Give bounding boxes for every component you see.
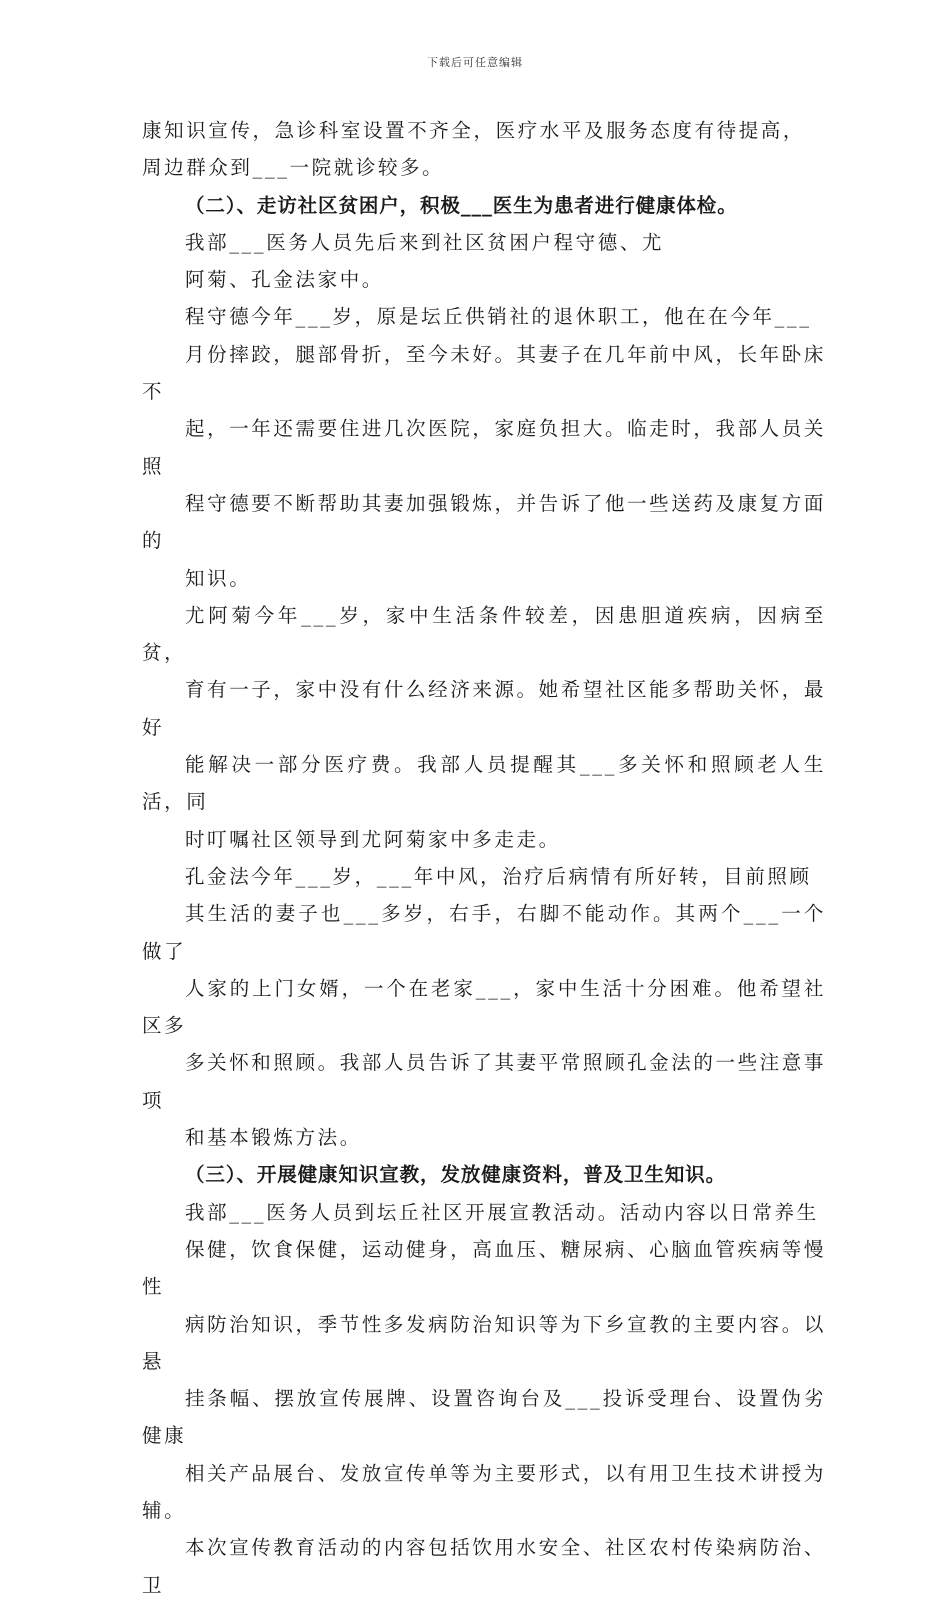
text-line: 相关产品展台、发放宣传单等为主要形式，以有用卫生技术讲授为辅。	[142, 1461, 826, 1522]
body-paragraph	[142, 1194, 826, 1604]
text-line: 阿菊、孔金法家中。	[185, 268, 384, 292]
text-line: 程守德今年___岁，原是坛丘供销社的退休职工，他在在今年___	[185, 305, 812, 329]
body-paragraph	[142, 298, 826, 596]
text-line: 我部___医务人员先后来到社区贫困户程守德、尤	[185, 230, 665, 254]
section-heading	[142, 187, 826, 224]
text-line: 人家的上门女婿，一个在老家___，家中生活十分困难。他希望社区多	[142, 976, 826, 1038]
text-line: （二）、走访社区贫困户，积极___医生为患者进行健康体检。	[185, 193, 738, 217]
text-line: 月份摔跤，腿部骨折，至今未好。其妻子在几年前中风，长年卧床不	[142, 342, 826, 404]
text-line: 康知识宣传，急诊科室设置不齐全，医疗水平及服务态度有待提高，	[142, 119, 806, 142]
text-line: 多关怀和照顾。我部人员告诉了其妻平常照顾孔金法的一些注意事项	[142, 1051, 826, 1112]
body-paragraph	[142, 597, 826, 858]
text-line: 起，一年还需要住进几次医院，家庭负担大。临走时，我部人员关照	[142, 417, 826, 478]
text-line: 本次宣传教育活动的内容包括饮用水安全、社区农村传染病防治、卫	[142, 1536, 826, 1597]
text-line: 其生活的妻子也___多岁，右手，右脚不能动作。其两个___一个做了	[142, 902, 826, 963]
text-line: 尤阿菊今年___岁，家中生活条件较差，因患胆道疾病，因病至贫，	[142, 603, 826, 665]
text-line: 孔金法今年___岁，___年中风，治疗后病情有所好转，目前照顾	[185, 864, 812, 888]
text-line: 挂条幅、摆放宣传展牌、设置咨询台及___投诉受理台、设置伪劣健康	[142, 1387, 826, 1448]
text-line: 周边群众到___一院就诊较多。	[142, 156, 445, 180]
page-header: 下载后可任意编辑	[427, 56, 523, 69]
text-line: （三）、开展健康知识宣教，发放健康资料，普及卫生知识。	[185, 1163, 727, 1187]
body-paragraph	[142, 112, 826, 187]
text-line: 知识。	[185, 566, 252, 590]
document-body	[142, 112, 826, 1604]
text-line: 病防治知识，季节性多发病防治知识等为下乡宣教的主要内容。以悬	[142, 1312, 826, 1373]
text-line: 程守德要不断帮助其妻加强锻炼，并告诉了他一些送药及康复方面的	[142, 491, 826, 553]
text-line: 能解决一部分医疗费。我部人员提醒其___多关怀和照顾老人生活，同	[142, 753, 826, 814]
body-paragraph	[142, 224, 826, 299]
text-line: 我部___医务人员到坛丘社区开展宣教活动。活动内容以日常养生	[185, 1200, 819, 1224]
text-line: 和基本锻炼方法。	[185, 1126, 362, 1150]
text-line: 保健，饮食保健，运动健身，高血压、糖尿病、心脑血管疾病等慢性	[142, 1237, 826, 1299]
text-line: 育有一子，家中没有什么经济来源。她希望社区能多帮助关怀，最好	[142, 678, 826, 739]
section-heading	[142, 1156, 826, 1193]
text-line: 时叮嘱社区领导到尤阿菊家中多走走。	[185, 827, 561, 851]
body-paragraph	[142, 858, 826, 1156]
